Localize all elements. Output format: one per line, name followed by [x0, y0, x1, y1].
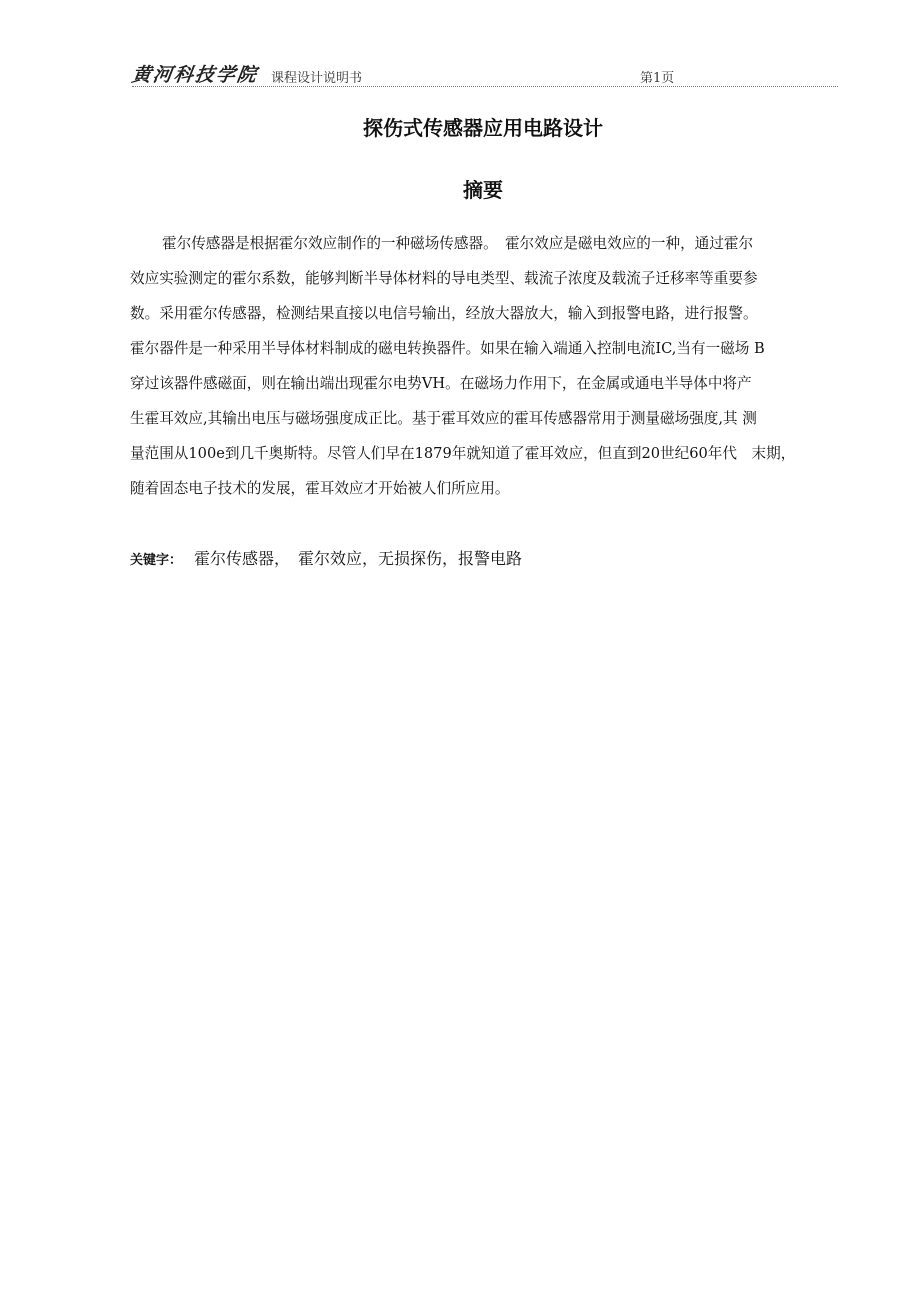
document-title: 探伤式传感器应用电路设计	[363, 116, 603, 140]
page-number: 第1页	[640, 71, 675, 86]
document-type-label: 课程设计说明书	[271, 71, 363, 86]
keywords-values: 霍尔传感器， 霍尔效应，无损探伤，报警电路	[194, 549, 523, 568]
abstract-line: 霍尔传感器是根据霍尔效应制作的一种磁场传感器。 霍尔效应是磁电效应的一种，通过霍尔	[162, 235, 754, 252]
abstract-heading: 摘要	[463, 178, 503, 202]
abstract-line: 穿过该器件感磁面，则在输出端出现霍尔电势VH。在磁场力作用下，在金属或通电半导体中将产	[130, 375, 752, 392]
abstract-line: 随着固态电子技术的发展，霍耳效应才开始被人们所应用。	[130, 480, 510, 497]
institution-logo: 黄河科技学院	[130, 64, 260, 86]
abstract-line: 数。采用霍尔传感器，检测结果直接以电信号输出，经放大器放大，输入到报警电路，进行报警。	[130, 305, 758, 322]
abstract-line: 霍尔器件是一种采用半导体材料制成的磁电转换器件。如果在输入端通入控制电流IC,当有一磁场 B	[130, 340, 765, 357]
keywords-row	[130, 546, 522, 569]
abstract-line: 生霍耳效应,其输出电压与磁场强度成正比。基于霍耳效应的霍耳传感器常用于测量磁场强度,其 测	[130, 410, 757, 427]
keywords-label: 关键字：	[130, 553, 183, 568]
abstract-line: 效应实验测定的霍尔系数，能够判断半导体材料的导电类型、载流子浓度及载流子迁移率等重要参	[130, 270, 758, 287]
page-header	[132, 64, 838, 87]
abstract-line: 量范围从100e到几千奥斯特。尽管人们早在1879年就知道了霍耳效应，但直到20世纪60年代 末期，	[130, 445, 796, 462]
